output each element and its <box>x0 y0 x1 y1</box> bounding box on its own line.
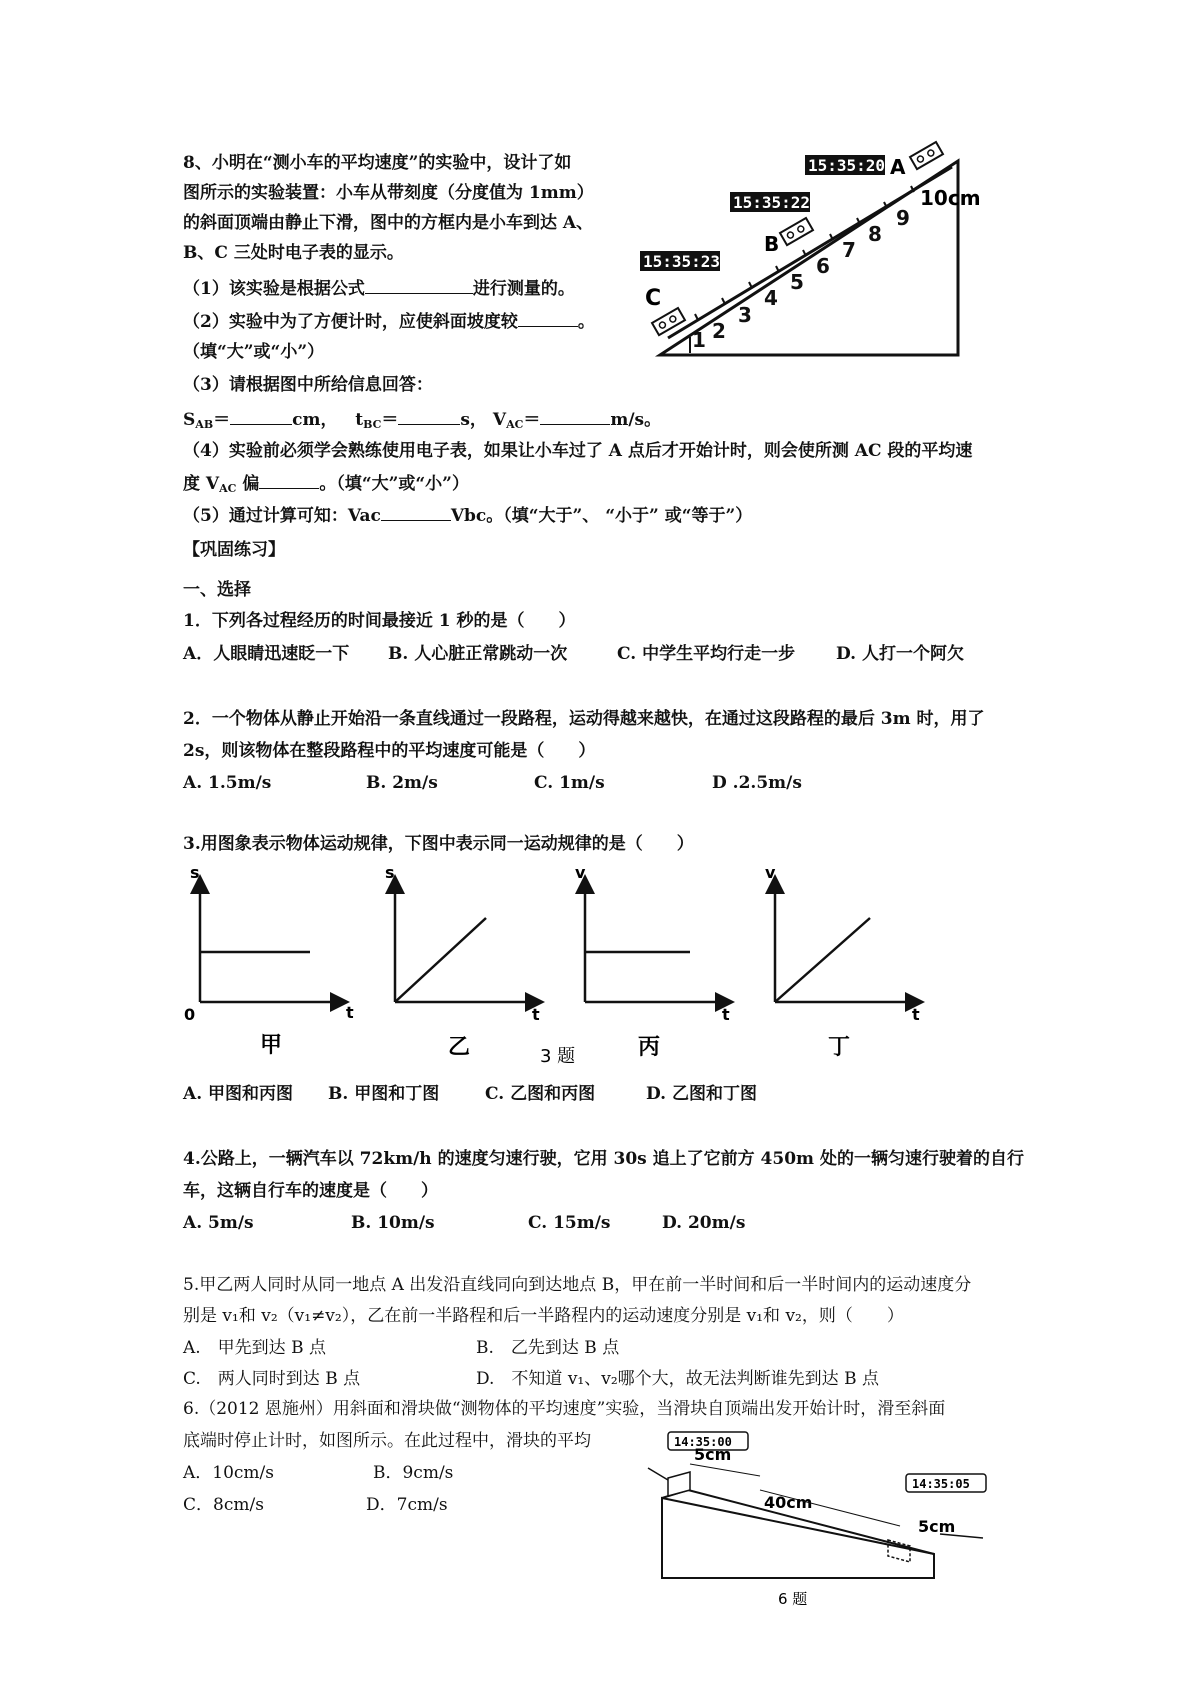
q4-option-d[interactable]: D. 20m/s <box>662 1213 746 1233</box>
q4-stem-2: 车，这辆自行车的速度是（ ） <box>183 1181 438 1201</box>
q2-option-c[interactable]: C. 1m/s <box>534 773 605 793</box>
q8-part3: （3）请根据图中所给信息回答： <box>183 375 433 395</box>
cart-b <box>780 218 813 245</box>
origin-label: 0 <box>184 1005 196 1024</box>
time-start: 14:35:00 <box>674 1435 732 1449</box>
axis-label-y: s <box>385 863 395 882</box>
graph-name: 丁 <box>828 1035 851 1060</box>
scale-number: 5 <box>790 270 804 294</box>
time-a: 15:35:20 <box>808 156 886 175</box>
q8-part3-answers: $S_{AB}=$ cm， $t_{BC}= s$， $V_{AC}= m/s$。 <box>183 410 662 431</box>
axis-label-x: t <box>912 1005 920 1024</box>
q8-line-3: 的斜面顶端由静止下滑，图中的方框内是小车到达 A、 <box>183 213 594 233</box>
label-a: A <box>890 155 906 179</box>
time-c: 15:35:23 <box>643 252 721 271</box>
label-c: C <box>645 286 662 311</box>
answer-blank[interactable] <box>398 408 460 425</box>
q5-option-b[interactable]: B. 乙先到达 B 点 <box>476 1338 620 1358</box>
q3-option-b[interactable]: B. 甲图和丁图 <box>328 1084 440 1104</box>
q8-line-2: 图所示的实验装置：小车从带刻度（分度值为 1mm） <box>183 183 594 203</box>
q6-stem-2: 底端时停止计时，如图所示。在此过程中，滑块的平均 <box>183 1431 591 1451</box>
q8-part4-line2: 度 $V_{AC}$ 偏 。（填“大”或“小”） <box>183 474 469 495</box>
graph-ding <box>765 863 920 1060</box>
q1-option-c[interactable]: C. 中学生平均行走一步 <box>617 644 796 664</box>
length-middle: 40cm <box>764 1493 813 1512</box>
axis-label-x: t <box>722 1005 730 1024</box>
graph-name: 甲 <box>260 1033 283 1058</box>
q2-stem-1: 2．一个物体从静止开始沿一条直线通过一段路程，运动得越来越快，在通过这段路程的最后 3m 时，用了 <box>183 709 985 729</box>
q8-part4-line1: （4）实验前必须学会熟练使用电子表，如果让小车过了 A 点后才开始计时，则会使所测 AC 段的平均速 <box>183 441 973 461</box>
q8-part5: （5）通过计算可知：Vac Vbc。（填“大于”、 “小于” 或“等于”） <box>183 506 753 526</box>
axis-label-y: v <box>575 863 586 882</box>
time-end: 14:35:05 <box>912 1477 970 1491</box>
q2-option-d[interactable]: D .2.5m/s <box>712 773 802 793</box>
graph-jia <box>184 863 354 1058</box>
q3-option-a[interactable]: A. 甲图和丙图 <box>183 1084 294 1104</box>
q8-line-4: B、C 三处时电子表的显示。 <box>183 243 404 263</box>
q1-option-d[interactable]: D. 人打一个阿欠 <box>836 644 964 664</box>
q8-part2-hint: （填“大”或“小”） <box>183 342 325 362</box>
q6-option-d[interactable]: D．7cm/s <box>366 1495 448 1515</box>
q4-option-b[interactable]: B. 10m/s <box>351 1213 435 1233</box>
length-top: 5cm <box>694 1445 732 1464</box>
q8-line-1: 8、小明在“测小车的平均速度”的实验中，设计了如 <box>183 153 572 173</box>
q6-stem-1: 6.（2012 恩施州）用斜面和滑块做“测物体的平均速度”实验，当滑块自顶端出发开始计时，滑至斜面 <box>183 1399 946 1419</box>
answer-blank[interactable] <box>381 504 451 521</box>
q3-option-d[interactable]: D. 乙图和丁图 <box>646 1084 757 1104</box>
unit-label: 10cm <box>920 186 981 210</box>
graph-name: 乙 <box>448 1035 471 1060</box>
answer-blank[interactable] <box>230 408 292 425</box>
q6-slope-figure <box>648 1430 988 1610</box>
scale-number: 1 <box>692 328 706 352</box>
scale-number: 7 <box>842 238 856 262</box>
q5-option-c[interactable]: C. 两人同时到达 B 点 <box>183 1369 361 1389</box>
q4-option-c[interactable]: C. 15m/s <box>528 1213 611 1233</box>
q2-stem-2: 2s，则该物体在整段路程中的平均速度可能是（ ） <box>183 741 596 761</box>
q8-part1: （1）该实验是根据公式 进行测量的。 <box>183 279 575 299</box>
q2-option-b[interactable]: B. 2m/s <box>366 773 438 793</box>
q5-option-d[interactable]: D. 不知道 v₁、v₂哪个大，故无法判断谁先到达 B 点 <box>476 1369 879 1389</box>
q1-stem: 1．下列各过程经历的时间最接近 1 秒的是（ ） <box>183 611 576 631</box>
scale-number: 3 <box>738 303 752 327</box>
q4-stem-1: 4.公路上，一辆汽车以 72km/h 的速度匀速行驶，它用 30s 追上了它前方 450m 处的一辆匀速行驶着的自行 <box>183 1149 1024 1169</box>
scale-number: 8 <box>868 222 882 246</box>
label-b: B <box>764 232 780 256</box>
q1-option-a[interactable]: A．人眼睛迅速眨一下 <box>183 644 350 664</box>
q6-caption: 6 题 <box>778 1590 808 1608</box>
answer-blank[interactable] <box>518 310 578 327</box>
scale-number: 4 <box>764 286 778 310</box>
q4-option-a[interactable]: A. 5m/s <box>183 1213 254 1233</box>
answer-blank[interactable] <box>259 472 319 489</box>
q8-incline-figure <box>640 155 981 360</box>
graph-bing <box>575 863 730 1060</box>
axis-label-y: s <box>190 863 200 882</box>
axis-label-x: t <box>346 1003 354 1022</box>
q6-option-b[interactable]: B．9cm/s <box>373 1463 454 1483</box>
cart-a <box>910 142 943 169</box>
practice-header: 【巩固练习】 <box>183 540 285 560</box>
axis-label-y: v <box>765 863 776 882</box>
time-b: 15:35:22 <box>733 193 811 212</box>
q1-option-b[interactable]: B. 人心脏正常跳动一次 <box>388 644 568 664</box>
q5-stem-2: 别是 v₁和 v₂（v₁≠v₂），乙在前一半路程和后一半路程内的运动速度分别是 v₁和 v₂，则（ ） <box>183 1306 904 1326</box>
axis-label-x: t <box>532 1005 540 1024</box>
scale-number: 6 <box>816 254 830 278</box>
q3-caption: 3 题 <box>540 1046 576 1067</box>
scale-number: 9 <box>896 206 910 230</box>
q3-stem: 3.用图象表示物体运动规律，下图中表示同一运动规律的是（ ） <box>183 834 694 854</box>
answer-blank[interactable] <box>365 277 473 294</box>
answer-blank[interactable] <box>540 408 610 425</box>
q3-graphs <box>180 862 940 1072</box>
scale-number: 2 <box>712 319 726 343</box>
graph-yi <box>385 863 540 1060</box>
length-bottom: 5cm <box>918 1517 956 1536</box>
q3-option-c[interactable]: C. 乙图和丙图 <box>485 1084 596 1104</box>
q2-option-a[interactable]: A. 1.5m/s <box>183 773 272 793</box>
q6-option-a[interactable]: A．10cm/s <box>183 1463 275 1483</box>
q5-option-a[interactable]: A. 甲先到达 B 点 <box>183 1338 326 1358</box>
q5-stem-1: 5.甲乙两人同时从同一地点 A 出发沿直线同向到达地点 B，甲在前一半时间和后一半时间内的运动速度分 <box>183 1275 972 1295</box>
section-heading: 一、选择 <box>183 580 251 600</box>
graph-name: 丙 <box>638 1035 661 1060</box>
q6-option-c[interactable]: C．8cm/s <box>183 1495 264 1515</box>
q8-part2: （2）实验中为了方便计时，应使斜面坡度较 。 <box>183 312 595 332</box>
